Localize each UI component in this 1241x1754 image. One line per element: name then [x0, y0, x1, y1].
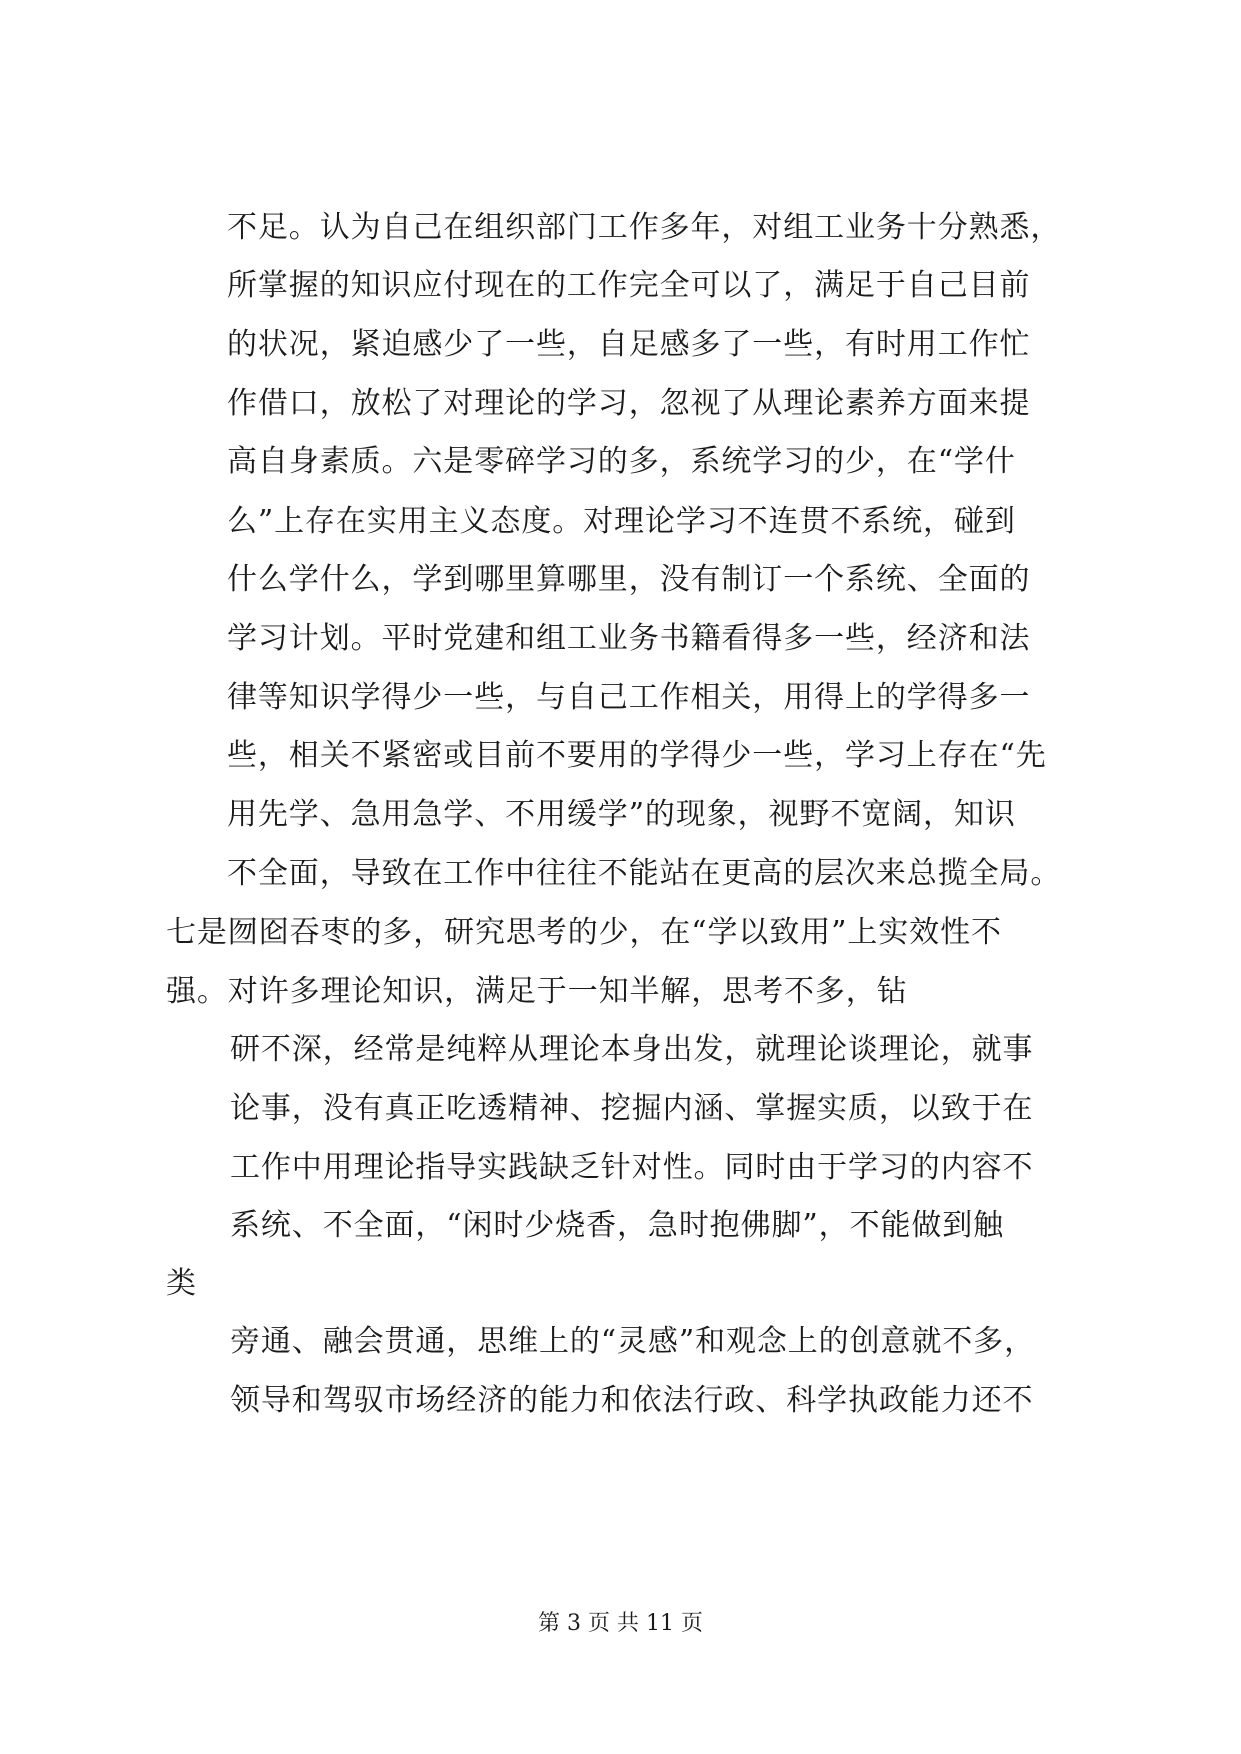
text-line: 类 [166, 1266, 197, 1301]
text-line: 论事，没有真正吃透精神、挖掘内涵、掌握实质，以致于在 [230, 1091, 1034, 1126]
text-line: 不全面，导致在工作中往往不能站在更高的层次来总揽全局。 [227, 856, 1062, 891]
text-line: 系统、不全面，“闲时少烧香，急时抱佛脚”，不能做到触 [230, 1208, 1005, 1243]
text-line: 学习计划。平时党建和组工业务书籍看得多一些，经济和法 [227, 621, 1031, 656]
text-line: 不足。认为自己在组织部门工作多年，对组工业务十分熟悉， [227, 210, 1062, 245]
text-line: 领导和驾驭市场经济的能力和依法行政、科学执政能力还不 [230, 1383, 1034, 1418]
text-line: 作借口，放松了对理论的学习，忽视了从理论素养方面来提 [227, 386, 1031, 421]
text-line: 的状况，紧迫感少了一些，自足感多了一些，有时用工作忙 [227, 327, 1031, 362]
text-line: 所掌握的知识应付现在的工作完全可以了，满足于自己目前 [227, 268, 1031, 303]
text-line: 研不深，经常是纯粹从理论本身出发，就理论谈理论，就事 [230, 1032, 1034, 1067]
text-line: 么”上存在实用主义态度。对理论学习不连贯不系统，碰到 [227, 504, 1016, 539]
text-line: 律等知识学得少一些，与自己工作相关，用得上的学得多一 [227, 680, 1031, 715]
text-line: 高自身素质。六是零碎学习的多，系统学习的少，在“学什 [227, 444, 1016, 479]
text-line: 七是囫囵吞枣的多，研究思考的少，在“学以致用”上实效性不 [166, 915, 1002, 950]
text-line: 些，相关不紧密或目前不要用的学得少一些，学习上存在“先 [227, 738, 1047, 773]
text-line: 用先学、急用急学、不用缓学”的现象，视野不宽阔，知识 [227, 797, 1016, 832]
page-number: 第 3 页 共 11 页 [538, 1611, 703, 1636]
text-line: 什么学什么，学到哪里算哪里，没有制订一个系统、全面的 [227, 562, 1031, 597]
text-line: 工作中用理论指导实践缺乏针对性。同时由于学习的内容不 [230, 1150, 1034, 1185]
text-line: 强。对许多理论知识，满足于一知半解，思考不多，钻 [166, 974, 908, 1009]
text-line: 旁通、融会贯通，思维上的“灵感”和观念上的创意就不多， [230, 1324, 1035, 1359]
